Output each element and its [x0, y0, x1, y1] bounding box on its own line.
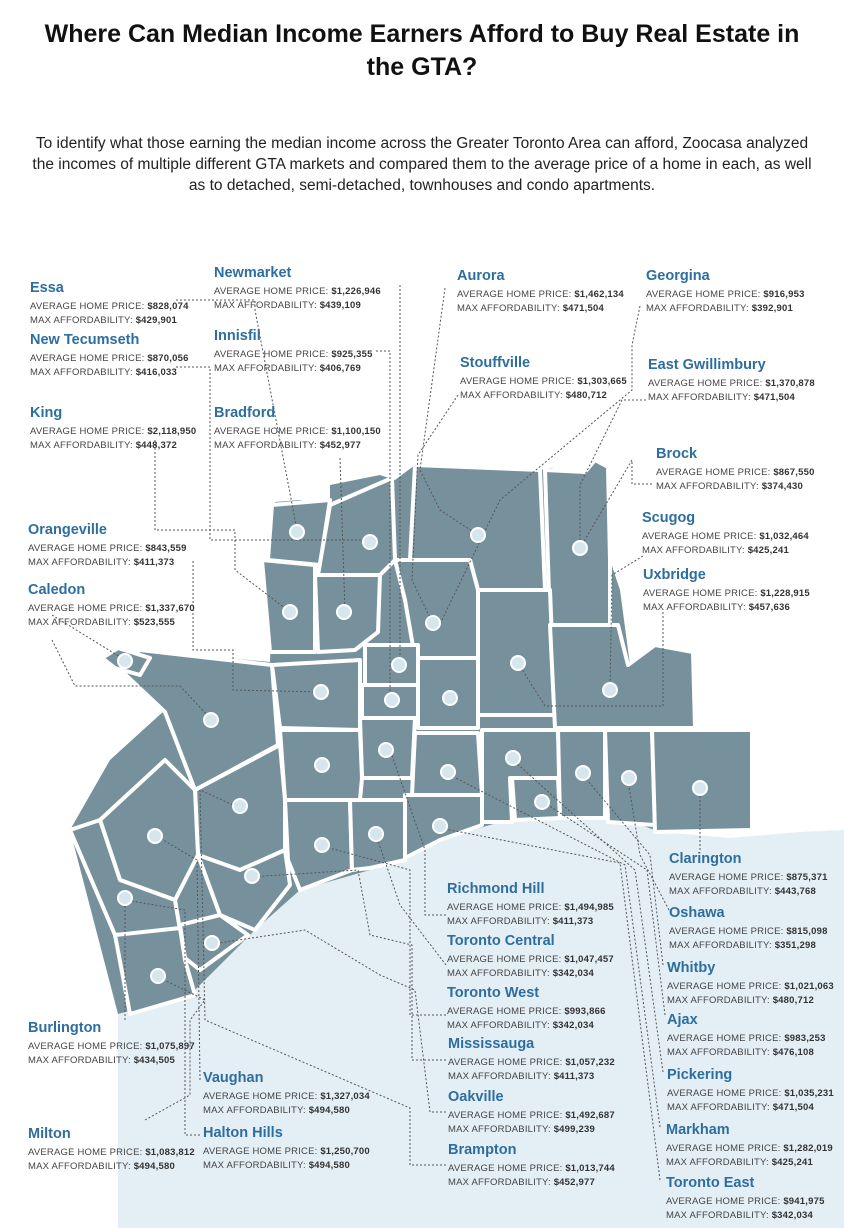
afford-line: MAX AFFORDABILITY: $416,033	[30, 367, 177, 378]
price-line: AVERAGE HOME PRICE: $1,250,700	[203, 1146, 370, 1157]
label-east-gwillimbury	[648, 357, 844, 405]
area-name: Halton Hills	[203, 1125, 283, 1141]
label-essa	[30, 280, 230, 328]
area-name: Clarington	[669, 851, 742, 867]
label-milton	[28, 1126, 228, 1174]
label-scugog	[642, 510, 842, 558]
marker-ajax[interactable]	[535, 795, 549, 809]
marker-markham[interactable]	[441, 765, 455, 779]
area-name: Brock	[656, 446, 698, 462]
afford-line: MAX AFFORDABILITY: $480,712	[667, 995, 814, 1006]
price-line: AVERAGE HOME PRICE: $1,226,946	[214, 286, 381, 297]
afford-line: MAX AFFORDABILITY: $374,430	[656, 481, 803, 492]
label-markham	[666, 1122, 844, 1170]
marker-caledon[interactable]	[204, 713, 218, 727]
label-bradford	[214, 405, 414, 453]
label-king	[30, 405, 230, 453]
price-line: AVERAGE HOME PRICE: $1,032,464	[642, 531, 809, 542]
area-name: Georgina	[646, 268, 710, 284]
afford-line: MAX AFFORDABILITY: $411,373	[448, 1071, 595, 1082]
label-pickering	[667, 1067, 844, 1115]
afford-line: MAX AFFORDABILITY: $392,901	[646, 303, 793, 314]
marker-toronto-central[interactable]	[369, 827, 383, 841]
label-richmond-hill	[447, 881, 647, 929]
region-scugog	[550, 625, 695, 728]
label-whitby	[667, 960, 844, 1008]
label-brampton	[448, 1142, 648, 1190]
afford-line: MAX AFFORDABILITY: $471,504	[457, 303, 604, 314]
marker-aurora[interactable]	[385, 693, 399, 707]
afford-line: MAX AFFORDABILITY: $406,769	[214, 363, 361, 374]
area-name: Toronto Central	[447, 933, 555, 949]
area-name: Bradford	[214, 405, 276, 421]
price-line: AVERAGE HOME PRICE: $1,494,985	[447, 902, 614, 913]
afford-line: MAX AFFORDABILITY: $471,504	[648, 392, 795, 403]
area-name: Aurora	[457, 268, 505, 284]
price-line: AVERAGE HOME PRICE: $1,282,019	[666, 1143, 833, 1154]
price-line: AVERAGE HOME PRICE: $1,047,457	[447, 954, 614, 965]
label-aurora	[457, 268, 657, 316]
marker-king[interactable]	[314, 685, 328, 699]
price-line: AVERAGE HOME PRICE: $1,035,231	[667, 1088, 834, 1099]
area-name: Toronto West	[447, 985, 540, 1001]
label-innisfil	[214, 328, 414, 376]
area-name: Markham	[666, 1122, 730, 1138]
afford-line: MAX AFFORDABILITY: $425,241	[642, 545, 789, 556]
afford-line: MAX AFFORDABILITY: $457,636	[643, 602, 790, 613]
marker-vaughan[interactable]	[315, 758, 329, 772]
price-line: AVERAGE HOME PRICE: $993,866	[447, 1006, 606, 1017]
marker-milton[interactable]	[118, 891, 132, 905]
label-oakville	[448, 1089, 648, 1137]
marker-scugog[interactable]	[603, 683, 617, 697]
price-line: AVERAGE HOME PRICE: $1,021,063	[667, 981, 834, 992]
price-line: AVERAGE HOME PRICE: $828,074	[30, 301, 189, 312]
area-name: Oshawa	[669, 905, 725, 921]
marker-clarington[interactable]	[693, 781, 707, 795]
afford-line: MAX AFFORDABILITY: $523,555	[28, 617, 175, 628]
afford-line: MAX AFFORDABILITY: $480,712	[460, 390, 607, 401]
marker-east-gwillimbury[interactable]	[426, 616, 440, 630]
marker-oshawa[interactable]	[622, 771, 636, 785]
price-line: AVERAGE HOME PRICE: $1,303,665	[460, 376, 627, 387]
afford-line: MAX AFFORDABILITY: $342,034	[666, 1210, 813, 1221]
afford-line: MAX AFFORDABILITY: $429,901	[30, 315, 177, 326]
marker-stouffville[interactable]	[443, 691, 457, 705]
price-line: AVERAGE HOME PRICE: $843,559	[28, 543, 187, 554]
afford-line: MAX AFFORDABILITY: $499,239	[448, 1124, 595, 1135]
price-line: AVERAGE HOME PRICE: $815,098	[669, 926, 828, 937]
price-line: AVERAGE HOME PRICE: $867,550	[656, 467, 815, 478]
afford-line: MAX AFFORDABILITY: $342,034	[447, 968, 594, 979]
region-uxbridge	[478, 590, 555, 715]
label-clarington	[669, 851, 844, 899]
afford-line: MAX AFFORDABILITY: $411,373	[447, 916, 594, 927]
marker-mississauga[interactable]	[245, 869, 259, 883]
price-line: AVERAGE HOME PRICE: $983,253	[667, 1033, 826, 1044]
label-halton-hills	[203, 1125, 403, 1173]
marker-toronto-east[interactable]	[433, 819, 447, 833]
marker-pickering[interactable]	[506, 751, 520, 765]
price-line: AVERAGE HOME PRICE: $1,370,878	[648, 378, 815, 389]
area-name: Toronto East	[666, 1175, 755, 1191]
label-mississauga	[448, 1036, 648, 1084]
marker-brampton[interactable]	[233, 799, 247, 813]
marker-orangeville[interactable]	[118, 654, 132, 668]
area-name: King	[30, 405, 63, 421]
marker-brock[interactable]	[573, 541, 587, 555]
price-line: AVERAGE HOME PRICE: $916,953	[646, 289, 805, 300]
area-name: New Tecumseth	[30, 332, 140, 348]
area-name: Ajax	[667, 1012, 698, 1028]
afford-line: MAX AFFORDABILITY: $452,977	[214, 440, 361, 451]
afford-line: MAX AFFORDABILITY: $439,109	[214, 300, 361, 311]
infographic-title: Where Can Median Income Earners Afford to Buy Real Estate in the GTA?	[44, 20, 800, 81]
afford-line: MAX AFFORDABILITY: $494,580	[203, 1105, 350, 1116]
price-line: AVERAGE HOME PRICE: $1,083,812	[28, 1147, 195, 1158]
marker-oakville[interactable]	[205, 936, 219, 950]
label-orangeville	[28, 522, 228, 570]
area-name: Pickering	[667, 1067, 733, 1083]
label-uxbridge	[643, 567, 843, 615]
afford-line: MAX AFFORDABILITY: $494,580	[28, 1161, 175, 1172]
price-line: AVERAGE HOME PRICE: $1,327,034	[203, 1091, 370, 1102]
label-caledon	[28, 582, 228, 630]
label-newmarket	[214, 265, 414, 313]
label-burlington	[28, 1020, 228, 1068]
marker-georgina[interactable]	[471, 528, 485, 542]
price-line: AVERAGE HOME PRICE: $1,100,150	[214, 426, 381, 437]
marker-new-tecumseth[interactable]	[283, 605, 297, 619]
intro-paragraph: To identify what those earning the median income across the Greater Toronto Area can afford, Zoocasa analyzed the incomes of multiple different GTA markets and compared them to the average price of a home in each, as well as to detached, semi-detached, townhouses and condo apartments.	[32, 135, 812, 194]
price-line: AVERAGE HOME PRICE: $1,492,687	[448, 1110, 615, 1121]
area-name: Brampton	[448, 1142, 517, 1158]
price-line: AVERAGE HOME PRICE: $875,371	[669, 872, 828, 883]
afford-line: MAX AFFORDABILITY: $471,504	[667, 1102, 814, 1113]
price-line: AVERAGE HOME PRICE: $925,355	[214, 349, 373, 360]
area-name: Innisfil	[214, 328, 261, 344]
label-new-tecumseth	[30, 332, 230, 380]
marker-essa[interactable]	[290, 525, 304, 539]
price-line: AVERAGE HOME PRICE: $1,228,915	[643, 588, 810, 599]
area-name: East Gwillimbury	[648, 357, 766, 373]
marker-bradford[interactable]	[337, 605, 351, 619]
price-line: AVERAGE HOME PRICE: $1,075,897	[28, 1041, 195, 1052]
area-name: Vaughan	[203, 1070, 264, 1086]
afford-line: MAX AFFORDABILITY: $411,373	[28, 557, 175, 568]
afford-line: MAX AFFORDABILITY: $494,580	[203, 1160, 350, 1171]
area-name: Stouffville	[460, 355, 531, 371]
marker-whitby[interactable]	[576, 766, 590, 780]
label-toronto-central	[447, 933, 647, 981]
area-name: Whitby	[667, 960, 716, 976]
label-stouffville	[460, 355, 660, 403]
area-name: Orangeville	[28, 522, 107, 538]
area-name: Milton	[28, 1126, 71, 1142]
afford-line: MAX AFFORDABILITY: $434,505	[28, 1055, 175, 1066]
label-toronto-east	[666, 1175, 844, 1223]
label-ajax	[667, 1012, 844, 1060]
price-line: AVERAGE HOME PRICE: $870,056	[30, 353, 189, 364]
marker-richmond-hill[interactable]	[379, 743, 393, 757]
price-line: AVERAGE HOME PRICE: $1,013,744	[448, 1163, 615, 1174]
label-georgina	[646, 268, 844, 316]
marker-newmarket[interactable]	[392, 658, 406, 672]
marker-halton-hills[interactable]	[148, 829, 162, 843]
marker-burlington[interactable]	[151, 969, 165, 983]
price-line: AVERAGE HOME PRICE: $1,337,670	[28, 603, 195, 614]
area-name: Burlington	[28, 1020, 102, 1036]
price-line: AVERAGE HOME PRICE: $941,975	[666, 1196, 825, 1207]
price-line: AVERAGE HOME PRICE: $1,057,232	[448, 1057, 615, 1068]
afford-line: MAX AFFORDABILITY: $448,372	[30, 440, 177, 451]
label-oshawa	[669, 905, 844, 953]
area-name: Richmond Hill	[447, 881, 545, 897]
marker-innisfil[interactable]	[363, 535, 377, 549]
area-name: Uxbridge	[643, 567, 706, 583]
area-name: Mississauga	[448, 1036, 535, 1052]
label-vaughan	[203, 1070, 403, 1118]
afford-line: MAX AFFORDABILITY: $452,977	[448, 1177, 595, 1188]
afford-line: MAX AFFORDABILITY: $425,241	[666, 1157, 813, 1168]
label-brock	[656, 446, 844, 494]
area-name: Essa	[30, 280, 64, 296]
area-name: Scugog	[642, 510, 696, 526]
afford-line: MAX AFFORDABILITY: $351,298	[669, 940, 816, 951]
afford-line: MAX AFFORDABILITY: $342,034	[447, 1020, 594, 1031]
label-toronto-west	[447, 985, 647, 1033]
area-name: Caledon	[28, 582, 86, 598]
area-name: Oakville	[448, 1089, 504, 1105]
marker-toronto-west[interactable]	[315, 838, 329, 852]
afford-line: MAX AFFORDABILITY: $443,768	[669, 886, 816, 897]
price-line: AVERAGE HOME PRICE: $1,462,134	[457, 289, 624, 300]
price-line: AVERAGE HOME PRICE: $2,118,950	[30, 426, 197, 437]
marker-uxbridge[interactable]	[511, 656, 525, 670]
area-name: Newmarket	[214, 265, 292, 281]
afford-line: MAX AFFORDABILITY: $476,108	[667, 1047, 814, 1058]
region-innisfil	[318, 478, 395, 575]
